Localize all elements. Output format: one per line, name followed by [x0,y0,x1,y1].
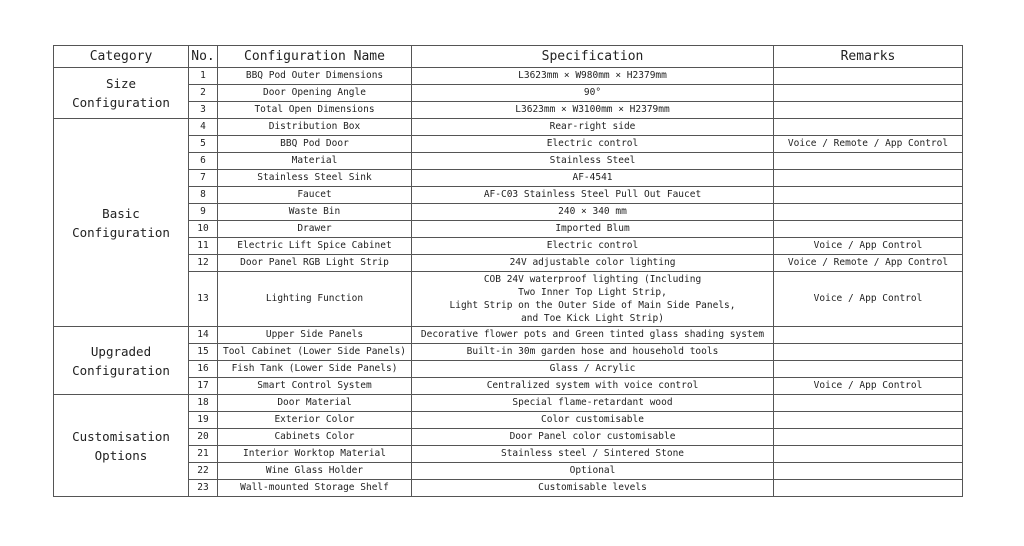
specification-line: Customisable levels [538,482,647,493]
specification-line: Optional [569,465,616,476]
category-cell [54,395,189,497]
configuration-name-cell: Interior Worktop Material [218,446,412,463]
specification-line: Special flame-retardant wood [512,397,673,408]
specification-line: 240 × 340 mm [558,206,627,217]
table-row [54,68,963,85]
table-row [54,204,963,221]
configuration-table [53,45,963,497]
row-number-cell: 14 [189,327,218,344]
remarks-cell [774,344,963,361]
table-row [54,102,963,119]
remarks-cell [774,327,963,344]
row-number-cell: 19 [189,412,218,429]
specification-line: 90° [583,87,602,98]
specification-cell [412,136,774,153]
configuration-name-cell: Door Material [218,395,412,412]
category-label-line: Options [94,447,148,463]
row-number-cell: 23 [189,480,218,497]
specification-cell [412,429,774,446]
table-row [54,361,963,378]
row-number-cell: 16 [189,361,218,378]
row-number-cell: 20 [189,429,218,446]
remarks-cell: Voice / App Control [774,272,963,327]
category-label-line: Upgraded [90,343,152,359]
row-number-cell: 4 [189,119,218,136]
header-remarks: Remarks [774,46,963,68]
header-configuration-name: Configuration Name [218,46,412,68]
configuration-name-cell: Faucet [218,187,412,204]
configuration-name-cell: Smart Control System [218,378,412,395]
remarks-cell [774,361,963,378]
category-label-line: Basic [102,205,140,221]
specification-cell [412,412,774,429]
row-number-cell: 2 [189,85,218,102]
specification-cell [412,480,774,497]
specification-cell [412,361,774,378]
table-row [54,136,963,153]
specification-line: Stainless steel / Sintered Stone [500,448,685,459]
specification-line: Light Strip on the Outer Side of Main Side Panels, [449,300,736,311]
specification-line: Electric control [546,240,639,251]
specification-cell [412,153,774,170]
row-number-cell: 15 [189,344,218,361]
table-body [54,68,963,497]
table-row [54,238,963,255]
specification-line: Rear-right side [549,121,636,132]
specification-cell [412,102,774,119]
remarks-cell [774,412,963,429]
configuration-name-cell: Total Open Dimensions [218,102,412,119]
specification-cell [412,378,774,395]
row-number-cell: 11 [189,238,218,255]
specification-cell [412,327,774,344]
table-row [54,446,963,463]
table-row [54,463,963,480]
remarks-cell [774,85,963,102]
specification-cell [412,204,774,221]
configuration-name-cell: Door Opening Angle [218,85,412,102]
remarks-cell [774,463,963,480]
remarks-cell [774,102,963,119]
row-number-cell: 17 [189,378,218,395]
specification-cell [412,255,774,272]
table-row [54,412,963,429]
configuration-name-cell: Tool Cabinet (Lower Side Panels) [218,344,412,361]
category-label-line: Customisation [72,428,170,444]
specification-line: Decorative flower pots and Green tinted glass shading system [420,329,765,340]
row-number-cell: 22 [189,463,218,480]
specification-line: and Toe Kick Light Strip) [521,313,664,324]
specification-cell [412,272,774,327]
table-row [54,85,963,102]
configuration-name-cell: Fish Tank (Lower Side Panels) [218,361,412,378]
specification-cell [412,85,774,102]
remarks-cell [774,153,963,170]
table-row [54,378,963,395]
remarks-cell [774,119,963,136]
configuration-name-cell: Wall-mounted Storage Shelf [218,480,412,497]
specification-line: Built-in 30m garden hose and household tools [466,346,719,357]
specification-cell [412,119,774,136]
row-number-cell: 9 [189,204,218,221]
configuration-name-cell: Distribution Box [218,119,412,136]
specification-cell [412,68,774,85]
configuration-name-cell: Stainless Steel Sink [218,170,412,187]
configuration-name-cell: Cabinets Color [218,429,412,446]
specification-cell [412,395,774,412]
configuration-name-cell: Drawer [218,221,412,238]
specification-line: COB 24V waterproof lighting (Including [483,274,702,285]
table-row [54,187,963,204]
row-number-cell: 21 [189,446,218,463]
spec-table-container [53,45,963,497]
remarks-cell [774,170,963,187]
category-cell [54,119,189,327]
specification-line: Electric control [546,138,639,149]
row-number-cell: 6 [189,153,218,170]
table-row [54,272,963,327]
category-label-line: Configuration [72,95,170,110]
specification-cell [412,463,774,480]
specification-cell [412,170,774,187]
row-number-cell: 10 [189,221,218,238]
configuration-name-cell: Electric Lift Spice Cabinet [218,238,412,255]
specification-line: Color customisable [541,414,644,425]
row-number-cell: 1 [189,68,218,85]
header-row [54,46,963,68]
specification-cell [412,344,774,361]
remarks-cell [774,446,963,463]
specification-cell [412,446,774,463]
table-row [54,221,963,238]
remarks-cell [774,221,963,238]
remarks-cell [774,68,963,85]
remarks-cell: Voice / Remote / App Control [774,255,963,272]
configuration-name-cell: Upper Side Panels [218,327,412,344]
specification-line: AF-4541 [572,172,613,183]
specification-line: L3623mm × W3100mm × H2379mm [515,104,670,115]
specification-line: Glass / Acrylic [549,363,636,374]
remarks-cell: Voice / App Control [774,378,963,395]
table-row [54,255,963,272]
configuration-name-cell: BBQ Pod Door [218,136,412,153]
category-label-line: Size [105,76,137,91]
table-row [54,327,963,344]
specification-line: Imported Blum [555,223,630,234]
configuration-name-cell: Waste Bin [218,204,412,221]
category-label-line: Configuration [72,224,170,240]
specification-cell [412,238,774,255]
configuration-name-cell: Material [218,153,412,170]
specification-line: Stainless Steel [549,155,636,166]
table-row [54,170,963,187]
table-row [54,344,963,361]
row-number-cell: 5 [189,136,218,153]
remarks-cell [774,429,963,446]
remarks-cell [774,480,963,497]
specification-line: L3623mm × W980mm × H2379mm [518,70,667,81]
specification-line: AF-C03 Stainless Steel Pull Out Faucet [483,189,702,200]
specification-cell [412,187,774,204]
remarks-cell [774,187,963,204]
header-no: No. [189,46,218,68]
category-cell [54,327,189,395]
header-specification: Specification [412,46,774,68]
table-row [54,395,963,412]
table-row [54,480,963,497]
row-number-cell: 18 [189,395,218,412]
remarks-cell: Voice / App Control [774,238,963,255]
table-row [54,429,963,446]
specification-line: Two Inner Top Light Strip, [518,287,667,298]
row-number-cell: 7 [189,170,218,187]
remarks-cell [774,204,963,221]
row-number-cell: 12 [189,255,218,272]
configuration-name-cell: Lighting Function [218,272,412,327]
configuration-name-cell: Door Panel RGB Light Strip [218,255,412,272]
specification-line: 24V adjustable color lighting [509,257,676,268]
configuration-name-cell: Wine Glass Holder [218,463,412,480]
specification-line: Door Panel color customisable [509,431,676,442]
table-row [54,119,963,136]
row-number-cell: 13 [189,272,218,327]
remarks-cell [774,395,963,412]
row-number-cell: 8 [189,187,218,204]
configuration-name-cell: Exterior Color [218,412,412,429]
table-row [54,153,963,170]
row-number-cell: 3 [189,102,218,119]
specification-line: Centralized system with voice control [486,380,699,391]
specification-cell [412,221,774,238]
category-cell [54,68,189,119]
category-label-line: Configuration [72,362,170,378]
configuration-name-cell: BBQ Pod Outer Dimensions [218,68,412,85]
remarks-cell: Voice / Remote / App Control [774,136,963,153]
header-category: Category [54,46,189,68]
